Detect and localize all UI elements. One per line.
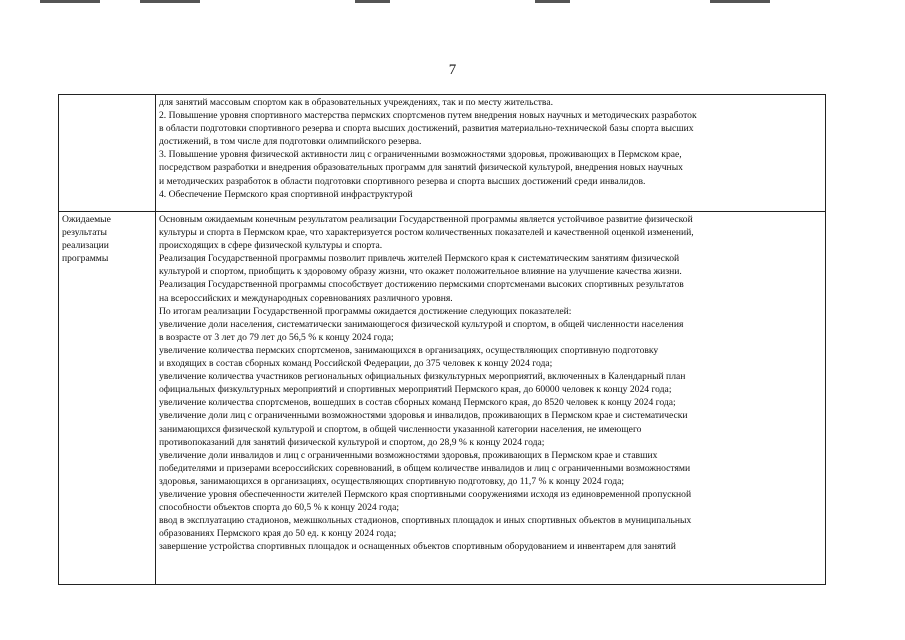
text-line: Реализация Государственной программы позволит привлечь жителей Пермского края к систематическим занятиям физической bbox=[159, 253, 680, 265]
table-row bbox=[59, 95, 826, 212]
text-line: увеличение доли лиц с ограниченными возможностями здоровья и инвалидов, проживающих в Пермском крае и систематически bbox=[159, 410, 688, 422]
row-label-line: реализации bbox=[62, 240, 109, 252]
text-line: По итогам реализации Государственной программы ожидается достижение следующих показателей: bbox=[159, 305, 572, 317]
text-line: увеличение доли населения, систематически занимающегося физической культурой и спортом, в общей численности населения bbox=[159, 318, 684, 330]
top-rule-right bbox=[710, 0, 770, 3]
text-line: ввод в эксплуатацию стадионов, межшкольных стадионов, спортивных площадок и иных спортивных объектов в муниципальных bbox=[159, 515, 692, 527]
text-line: увеличение количества пермских спортсменов, занимающихся в организациях, осуществляющих спортивную подготовку bbox=[159, 344, 659, 356]
text-line: занимающихся физической культурой и спортом, в общей численности указанной категории населения, не имеющего bbox=[159, 423, 642, 435]
text-line: 3. Повышение уровня физической активности лиц с ограниченными возможностями здоровья, проживающих в Пермском крае, bbox=[159, 149, 682, 161]
text-line: культуры и спорта в Пермском крае, что характеризуется ростом количественных показателей и качественной оценкой изменений, bbox=[159, 227, 694, 239]
program-table bbox=[58, 94, 826, 585]
text-line: завершение устройства спортивных площадок и оснащенных объектов спортивным оборудованием и инвентарем для занятий bbox=[159, 541, 676, 553]
text-line: увеличение уровня обеспеченности жителей Пермского края спортивными сооружениями исходя из единовременной пропускной bbox=[159, 488, 692, 500]
text-line: противопоказаний для занятий физической культурой и спортом, до 28,9 % к концу 2024 года; bbox=[159, 436, 545, 448]
text-line: в области подготовки спортивного резерва и спорта высших достижений, развития материально-технической базы спорта высших bbox=[159, 123, 694, 135]
text-line: победителями и призерами всероссийских соревнований, в общем количестве инвалидов и лиц с ограниченными возможностями bbox=[159, 462, 691, 474]
text-line: для занятий массовым спортом как в образовательных учреждениях, так и по месту жительства. bbox=[159, 97, 553, 108]
text-line: Реализация Государственной программы способствует достижению пермскими спортсменами высоких спортивных результатов bbox=[159, 279, 684, 291]
top-rule-mid3 bbox=[535, 0, 570, 3]
text-line: и входящих в состав сборных команд Российской Федерации, до 375 человек к концу 2024 года; bbox=[159, 358, 553, 370]
text-line: достижений, в том числе для подготовки олимпийского резерва. bbox=[159, 136, 422, 148]
text-line: здоровья, занимающихся в организациях, осуществляющих спортивную подготовку, до 11,7 % к концу 2024 года; bbox=[159, 475, 625, 487]
text-line: и методических разработок в области подготовки спортивного резерва и спорта высших достижений среди инвалидов. bbox=[159, 175, 646, 187]
row-label-line: программы bbox=[62, 253, 109, 265]
text-line: на всероссийских и международных соревнованиях различного уровня. bbox=[159, 292, 453, 304]
row-content-cell bbox=[156, 95, 826, 212]
table-row bbox=[59, 212, 826, 585]
text-line: увеличение количества участников региональных официальных физкультурных мероприятий, включенных в Календарный план bbox=[159, 371, 686, 383]
text-line: увеличение количества спортсменов, вошедших в состав сборных команд Пермского края, до 8520 человек к концу 2024 года; bbox=[159, 397, 676, 409]
text-line: Основным ожидаемым конечным результатом реализации Государственной программы является устойчивое развитие физической bbox=[159, 214, 693, 225]
top-rule-left bbox=[40, 0, 100, 3]
text-line: 4. Обеспечение Пермского края спортивной инфраструктурой bbox=[159, 188, 413, 200]
top-rule-mid1 bbox=[140, 0, 200, 3]
row-content-cell bbox=[156, 212, 826, 585]
text-line: 2. Повышение уровня спортивного мастерства пермских спортсменов путем внедрения новых научных и методических разработок bbox=[159, 110, 697, 122]
text-line: способности объектов спорта до 60,5 % к концу 2024 года; bbox=[159, 502, 400, 514]
text-line: увеличение доли инвалидов и лиц с ограниченными возможностями здоровья, проживающих в Пермском крае и ставших bbox=[159, 449, 658, 461]
text-line: происходящих в сфере физической культуры и спорта. bbox=[159, 240, 383, 252]
page-number: 7 bbox=[448, 62, 457, 78]
text-line: культурой и спортом, приобщить к здоровому образу жизни, что окажет положительное влияние на улучшение качества жизни. bbox=[159, 266, 682, 278]
top-rule-mid2 bbox=[355, 0, 390, 3]
row-label-line: Ожидаемые bbox=[62, 214, 111, 225]
text-line: в возрасте от 3 лет до 79 лет до 56,5 % к концу 2024 года; bbox=[159, 331, 394, 343]
row-label-cell bbox=[59, 212, 156, 585]
row-label-cell bbox=[59, 95, 156, 212]
text-line: посредством разработки и внедрения образовательных программ для занятий физической культурой, внедрения новых научных bbox=[159, 162, 683, 174]
row-label-line: результаты bbox=[62, 227, 107, 239]
text-line: образованиях Пермского края до 50 ед. к концу 2024 года; bbox=[159, 528, 397, 540]
text-line: официальных физкультурных мероприятий и спортивных мероприятий Пермского края, до 60000 человек к концу 2024 года; bbox=[159, 384, 672, 396]
